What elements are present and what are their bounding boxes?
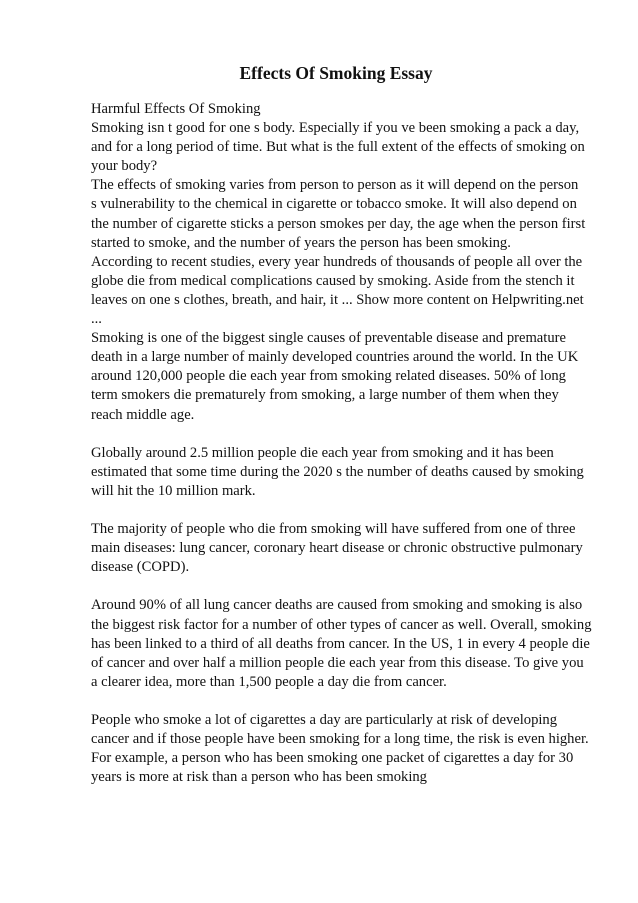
body-line: a clearer idea, more than 1,500 people a day die from cancer. bbox=[91, 673, 447, 690]
paragraph-gap bbox=[91, 692, 586, 711]
body-line: The majority of people who die from smoking will have suffered from one of three bbox=[91, 521, 576, 538]
body-line: s vulnerability to the chemical in cigarette or tobacco smoke. It will also depend on bbox=[91, 196, 577, 213]
paragraph-gap bbox=[91, 501, 586, 520]
paragraph-gap bbox=[91, 577, 586, 596]
body-line: According to recent studies, every year hundreds of thousands of people all over the bbox=[91, 253, 583, 270]
body-line: Globally around 2.5 million people die each year from smoking and it has been bbox=[91, 444, 554, 461]
document-body bbox=[91, 100, 592, 787]
body-line: Around 90% of all lung cancer deaths are caused from smoking and smoking is also bbox=[91, 597, 583, 614]
body-line: Smoking isn t good for one s body. Especially if you ve been smoking a pack a day, bbox=[91, 120, 580, 137]
body-line: leaves on one s clothes, breath, and hair, it ... Show more content on Helpwriting.net bbox=[91, 291, 584, 308]
body-line: death in a large number of mainly developed countries around the world. In the UK bbox=[91, 349, 579, 366]
body-line: started to smoke, and the number of years the person has been smoking. bbox=[91, 234, 511, 251]
body-line: reach middle age. bbox=[91, 406, 195, 423]
body-line: years is more at risk than a person who has been smoking bbox=[91, 769, 427, 786]
body-line: has been linked to a third of all deaths from cancer. In the US, 1 in every 4 people die bbox=[91, 635, 590, 652]
body-line: disease (COPD). bbox=[91, 559, 190, 576]
body-line: For example, a person who has been smoking one packet of cigarettes a day for 30 bbox=[91, 750, 574, 767]
body-line: estimated that some time during the 2020 s the number of deaths caused by smoking bbox=[91, 463, 584, 480]
body-line: The effects of smoking varies from person to person as it will depend on the person bbox=[91, 177, 579, 194]
body-line: ... bbox=[91, 311, 102, 328]
body-line: the number of cigarette sticks a person smokes per day, the age when the person first bbox=[91, 215, 586, 232]
body-line: cancer and if those people have been smoking for a long time, the risk is even higher. bbox=[91, 731, 589, 748]
body-line: will hit the 10 million mark. bbox=[91, 482, 256, 499]
body-line: People who smoke a lot of cigarettes a day are particularly at risk of developing bbox=[91, 712, 558, 728]
paragraph-gap bbox=[91, 425, 586, 444]
body-line: of cancer and over half a million people die each year from this disease. To give you bbox=[91, 654, 584, 671]
body-line: the biggest risk factor for a number of other types of cancer as well. Overall, smoking bbox=[91, 616, 592, 633]
body-line: globe die from medical complications caused by smoking. Aside from the stench it bbox=[91, 272, 575, 289]
body-line: Smoking is one of the biggest single causes of preventable disease and premature bbox=[91, 330, 566, 347]
document-title: Effects Of Smoking Essay bbox=[239, 63, 433, 83]
body-line: and for a long period of time. But what is the full extent of the effects of smoking on bbox=[91, 139, 585, 156]
body-line: Harmful Effects Of Smoking bbox=[91, 101, 261, 117]
body-line: main diseases: lung cancer, coronary heart disease or chronic obstructive pulmonary bbox=[91, 540, 583, 557]
body-line: around 120,000 people die each year from smoking related diseases. 50% of long bbox=[91, 368, 566, 385]
body-line: term smokers die prematurely from smoking, a large number of them when they bbox=[91, 387, 559, 404]
body-line: your body? bbox=[91, 158, 158, 175]
